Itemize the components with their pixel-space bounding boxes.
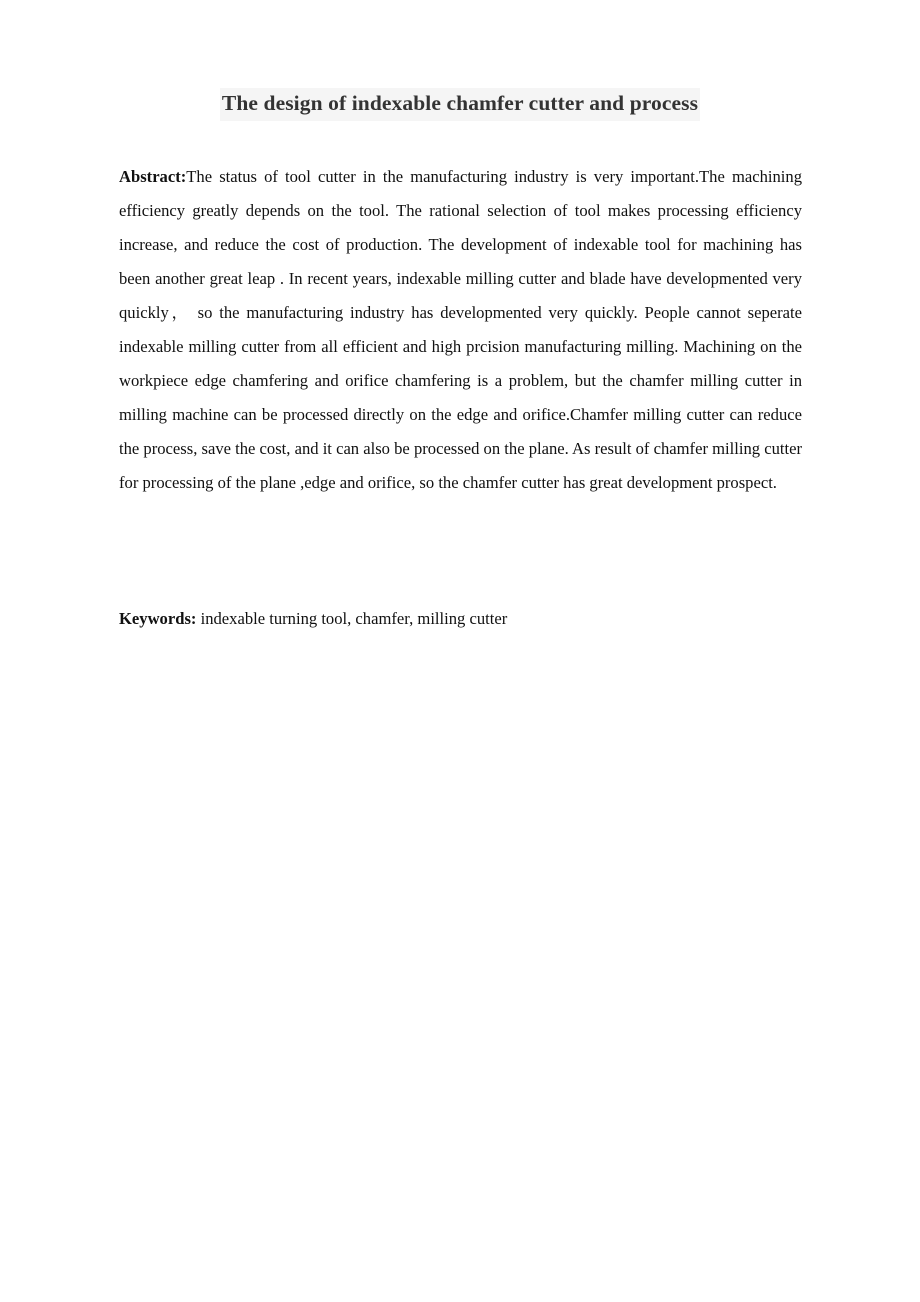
abstract-label: Abstract:	[119, 167, 187, 186]
keywords-label: Keywords:	[119, 609, 197, 628]
keywords-paragraph	[119, 602, 802, 636]
abstract-text: The status of tool cutter in the manufacturing industry is very important.The machining efficiency greatly depends on the tool. The rational selection of tool makes processing efficiency increase, and reduce the cost of production. The development of indexable tool for machining has been another great leap . In recent years, indexable milling cutter and blade have developmented very quickly， so the manufacturing industry has developmented very quickly. People cannot seperate indexable milling cutter from all efficient and high prcision manufacturing milling. Machining on the workpiece edge chamfering and orifice chamfering is a problem, but the chamfer milling cutter in milling machine can be processed directly on the edge and orifice.Chamfer milling cutter can reduce the process, save the cost, and it can also be processed on the plane. As result of chamfer milling cutter for processing of the plane ,edge and orifice, so the chamfer cutter has great development prospect.	[119, 167, 802, 492]
document-title: The design of indexable chamfer cutter and process	[220, 88, 700, 121]
keywords-text: indexable turning tool, chamfer, milling cutter	[196, 609, 508, 628]
title-block	[0, 88, 920, 121]
abstract-paragraph	[119, 160, 802, 500]
